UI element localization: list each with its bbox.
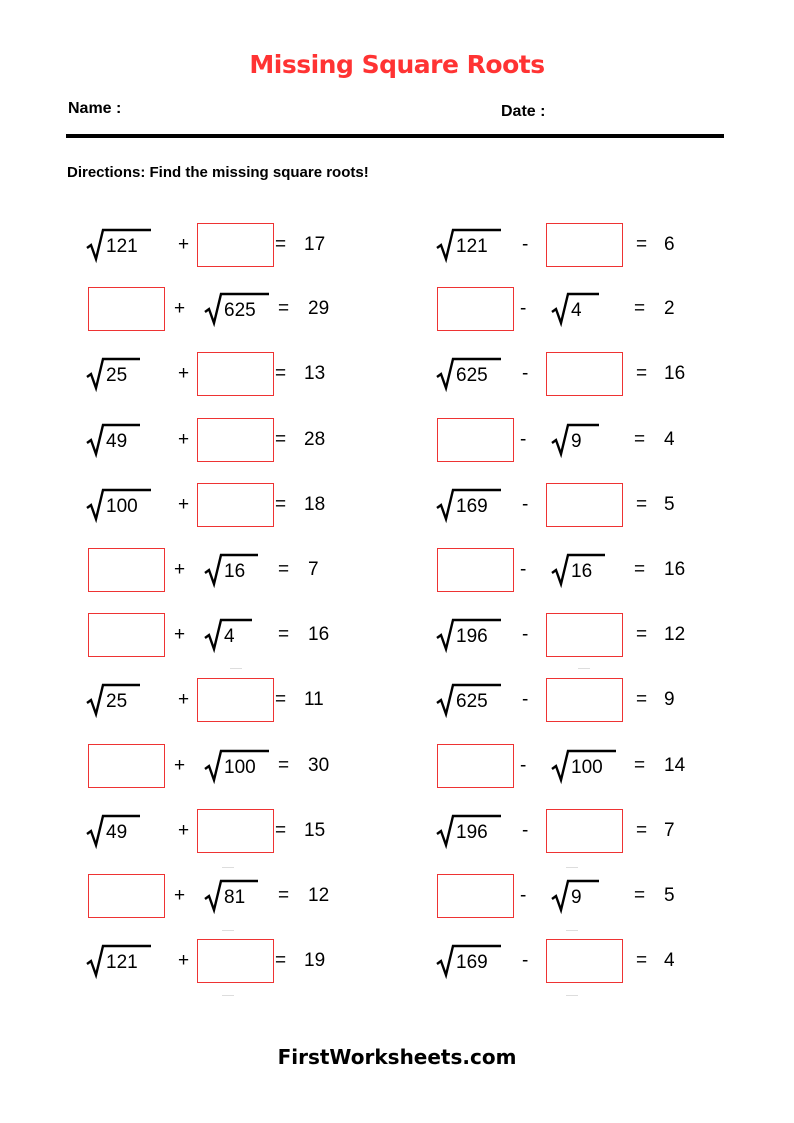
- result-value: 9: [664, 689, 675, 710]
- answer-box[interactable]: [88, 613, 165, 657]
- operator: +: [174, 298, 186, 319]
- square-root-expression: [436, 227, 503, 263]
- square-root-expression: [436, 813, 503, 849]
- operator: +: [178, 820, 190, 841]
- operator: +: [174, 755, 186, 776]
- square-root-expression: [86, 487, 153, 523]
- equals-sign: =: [636, 689, 648, 710]
- radicand: 16: [571, 561, 593, 582]
- equals-sign: =: [275, 494, 287, 515]
- equals-sign: =: [634, 885, 646, 906]
- square-root-expression: [436, 487, 503, 523]
- equals-sign: =: [275, 429, 287, 450]
- result-value: 4: [664, 429, 675, 450]
- operator: +: [174, 559, 186, 580]
- result-value: 12: [664, 624, 686, 645]
- answer-box[interactable]: [197, 678, 274, 722]
- result-value: 14: [664, 755, 686, 776]
- equals-sign: =: [636, 950, 648, 971]
- answer-box[interactable]: [197, 223, 274, 267]
- equals-sign: =: [278, 559, 290, 580]
- answer-box[interactable]: [197, 352, 274, 396]
- result-value: 4: [664, 950, 675, 971]
- equals-sign: =: [275, 820, 287, 841]
- operator: +: [178, 950, 190, 971]
- answer-box[interactable]: [546, 809, 623, 853]
- operator: +: [178, 689, 190, 710]
- result-value: 17: [304, 234, 326, 255]
- operator: -: [522, 234, 529, 255]
- square-root-expression: [204, 291, 271, 327]
- operator: -: [522, 624, 529, 645]
- radicand: 196: [456, 822, 488, 843]
- square-root-expression: [551, 748, 618, 784]
- square-root-expression: [204, 617, 254, 653]
- operator: -: [520, 429, 527, 450]
- square-root-expression: [86, 422, 142, 458]
- radicand: 625: [456, 365, 488, 386]
- result-value: 5: [664, 885, 675, 906]
- square-root-expression: [551, 422, 601, 458]
- footer-brand: FirstWorksheets.com: [277, 1045, 517, 1069]
- equals-sign: =: [636, 820, 648, 841]
- separator-mark: [566, 995, 578, 996]
- radicand: 121: [106, 236, 138, 257]
- answer-box[interactable]: [546, 483, 623, 527]
- separator-mark: [222, 867, 234, 868]
- radicand: 25: [106, 365, 128, 386]
- answer-box[interactable]: [546, 678, 623, 722]
- page-title: Missing Square Roots: [249, 50, 545, 79]
- result-value: 15: [304, 820, 326, 841]
- square-root-expression: [86, 943, 153, 979]
- answer-box[interactable]: [437, 874, 514, 918]
- equals-sign: =: [275, 689, 287, 710]
- square-root-expression: [551, 878, 601, 914]
- square-root-expression: [436, 617, 503, 653]
- directions-text: Directions: Find the missing square roots!: [67, 164, 369, 181]
- result-value: 7: [308, 559, 319, 580]
- square-root-expression: [551, 552, 607, 588]
- answer-box[interactable]: [546, 613, 623, 657]
- answer-box[interactable]: [437, 548, 514, 592]
- square-root-expression: [86, 813, 142, 849]
- result-value: 30: [308, 755, 330, 776]
- result-value: 29: [308, 298, 330, 319]
- answer-box[interactable]: [546, 939, 623, 983]
- square-root-expression: [551, 291, 601, 327]
- equals-sign: =: [634, 429, 646, 450]
- separator-mark: [566, 930, 578, 931]
- equals-sign: =: [636, 624, 648, 645]
- name-label: Name :: [68, 100, 122, 117]
- radicand: 9: [571, 431, 582, 452]
- result-value: 12: [308, 885, 330, 906]
- operator: -: [522, 363, 529, 384]
- result-value: 19: [304, 950, 326, 971]
- square-root-expression: [204, 878, 260, 914]
- answer-box[interactable]: [437, 418, 514, 462]
- radicand: 4: [571, 300, 582, 321]
- separator-mark: [222, 995, 234, 996]
- answer-box[interactable]: [197, 418, 274, 462]
- square-root-expression: [86, 682, 142, 718]
- answer-box[interactable]: [88, 744, 165, 788]
- answer-box[interactable]: [437, 287, 514, 331]
- operator: -: [522, 689, 529, 710]
- answer-box[interactable]: [88, 548, 165, 592]
- operator: -: [520, 559, 527, 580]
- radicand: 196: [456, 626, 488, 647]
- equals-sign: =: [634, 298, 646, 319]
- equals-sign: =: [278, 755, 290, 776]
- equals-sign: =: [636, 363, 648, 384]
- square-root-expression: [86, 227, 153, 263]
- equals-sign: =: [636, 234, 648, 255]
- result-value: 18: [304, 494, 326, 515]
- operator: +: [178, 363, 190, 384]
- operator: -: [522, 494, 529, 515]
- equals-sign: =: [636, 494, 648, 515]
- radicand: 169: [456, 496, 488, 517]
- answer-box[interactable]: [546, 352, 623, 396]
- operator: +: [174, 624, 186, 645]
- operator: -: [520, 298, 527, 319]
- result-value: 28: [304, 429, 326, 450]
- operator: -: [522, 950, 529, 971]
- square-root-expression: [436, 356, 503, 392]
- operator: -: [522, 820, 529, 841]
- equals-sign: =: [634, 755, 646, 776]
- radicand: 169: [456, 952, 488, 973]
- square-root-expression: [86, 356, 142, 392]
- equals-sign: =: [278, 624, 290, 645]
- radicand: 4: [224, 626, 235, 647]
- radicand: 121: [456, 236, 488, 257]
- answer-box[interactable]: [197, 483, 274, 527]
- equals-sign: =: [275, 234, 287, 255]
- equals-sign: =: [275, 363, 287, 384]
- result-value: 16: [664, 559, 686, 580]
- result-value: 7: [664, 820, 675, 841]
- radicand: 100: [106, 496, 138, 517]
- radicand: 100: [571, 757, 603, 778]
- operator: -: [520, 885, 527, 906]
- square-root-expression: [436, 682, 503, 718]
- header-divider: [66, 134, 724, 138]
- answer-box[interactable]: [197, 939, 274, 983]
- separator-mark: [222, 930, 234, 931]
- result-value: 16: [308, 624, 330, 645]
- operator: +: [178, 234, 190, 255]
- separator-mark: [578, 668, 590, 669]
- separator-mark: [230, 668, 242, 669]
- radicand: 9: [571, 887, 582, 908]
- result-value: 5: [664, 494, 675, 515]
- result-value: 6: [664, 234, 675, 255]
- radicand: 100: [224, 757, 256, 778]
- radicand: 121: [106, 952, 138, 973]
- square-root-expression: [204, 552, 260, 588]
- operator: +: [178, 494, 190, 515]
- operator: +: [178, 429, 190, 450]
- operator: -: [520, 755, 527, 776]
- answer-box[interactable]: [437, 744, 514, 788]
- equals-sign: =: [275, 950, 287, 971]
- radicand: 625: [456, 691, 488, 712]
- equals-sign: =: [634, 559, 646, 580]
- result-value: 11: [304, 689, 324, 710]
- radicand: 25: [106, 691, 128, 712]
- radicand: 625: [224, 300, 256, 321]
- result-value: 16: [664, 363, 686, 384]
- answer-box[interactable]: [88, 874, 165, 918]
- equals-sign: =: [278, 298, 290, 319]
- radicand: 81: [224, 887, 246, 908]
- radicand: 49: [106, 431, 128, 452]
- equals-sign: =: [278, 885, 290, 906]
- answer-box[interactable]: [546, 223, 623, 267]
- operator: +: [174, 885, 186, 906]
- separator-mark: [566, 867, 578, 868]
- answer-box[interactable]: [88, 287, 165, 331]
- radicand: 49: [106, 822, 128, 843]
- radicand: 16: [224, 561, 246, 582]
- square-root-expression: [204, 748, 271, 784]
- result-value: 13: [304, 363, 326, 384]
- square-root-expression: [436, 943, 503, 979]
- answer-box[interactable]: [197, 809, 274, 853]
- date-label: Date :: [501, 103, 546, 120]
- result-value: 2: [664, 298, 675, 319]
